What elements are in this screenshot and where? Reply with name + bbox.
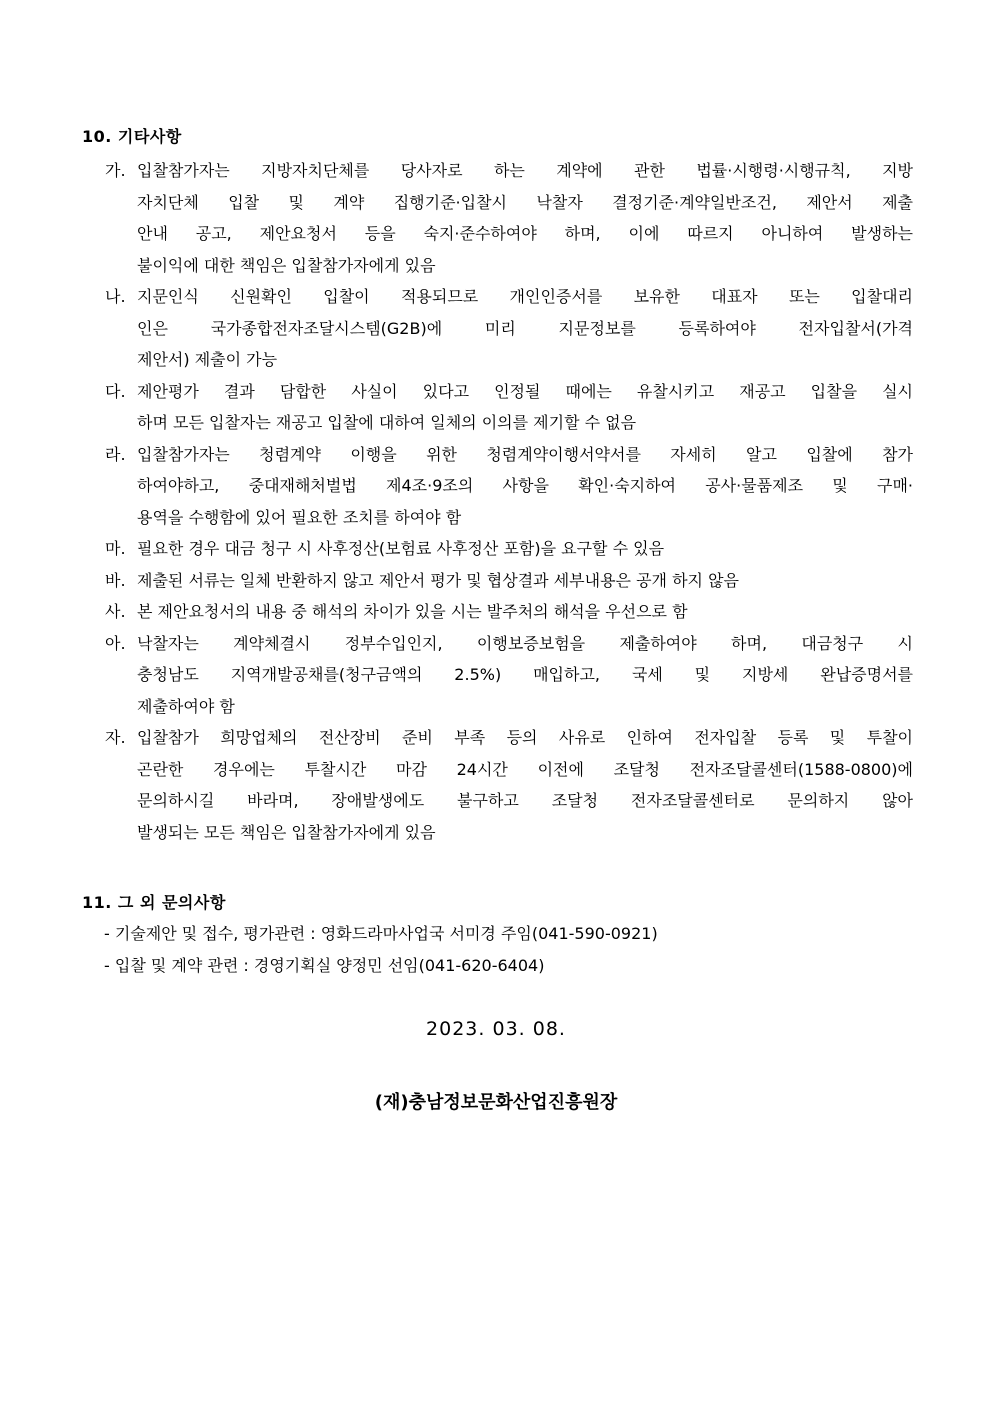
list-item [105, 155, 913, 281]
item-body [137, 533, 913, 565]
item-label: 나. [105, 287, 126, 306]
list-item [105, 533, 913, 565]
item-line: 충청남도 지역개발공채를(청구금액의 2.5%) 매입하고, 국세 및 지방세 완납증명서를 [137, 665, 913, 684]
item-body [137, 281, 913, 376]
item-body [137, 376, 913, 439]
item-label: 사. [105, 602, 126, 621]
item-line: 하며 모든 입찰자는 재공고 입찰에 대하여 일체의 이의를 제기할 수 없음 [137, 413, 637, 432]
item-label: 마. [105, 539, 126, 558]
list-item [105, 376, 913, 439]
item-line: 입찰참가 희망업체의 전산장비 준비 부족 등의 사유로 인하여 전자입찰 등록 및 투찰이 [137, 728, 913, 747]
item-body [137, 722, 913, 848]
item-line: 본 제안요청서의 내용 중 해석의 차이가 있을 시는 발주처의 해석을 우선으로 함 [137, 602, 688, 621]
item-body [137, 155, 913, 281]
list-item [105, 628, 913, 723]
list-item [105, 439, 913, 534]
section-11-heading: 11. 그 외 문의사항 [82, 893, 226, 912]
section-11-contact-list [104, 918, 864, 982]
item-label: 라. [105, 444, 126, 464]
item-label: 자. [105, 728, 126, 747]
item-line: 지문인식 신원확인 입찰이 적용되므로 개인인증서를 보유한 대표자 또는 입찰대리 [137, 287, 913, 306]
item-label: 가. [105, 161, 126, 180]
item-line: 인은 국가종합전자조달시스템(G2B)에 미리 지문정보를 등록하여야 전자입찰서(가격 [137, 318, 913, 338]
item-line: 안내 공고, 제안요청서 등을 숙지·준수하여야 하며, 이에 따르지 아니하여 발생하는 [137, 224, 913, 243]
list-item [105, 596, 913, 628]
item-line: 제출하여야 함 [137, 696, 235, 716]
item-line: 용역을 수행함에 있어 필요한 조치를 하여야 함 [137, 507, 462, 527]
issuer-name: (재)충남정보문화산업진흥원장 [374, 1092, 618, 1113]
item-label: 바. [105, 570, 126, 590]
item-line: 하여야하고, 중대재해처벌법 제4조·9조의 사항을 확인·숙지하여 공사·물품제조 및 구매· [137, 476, 913, 495]
contact-line: - 기술제안 및 접수, 평가관련 : 영화드라마사업국 서미경 주임(041-590-0921) [104, 924, 658, 943]
item-body [137, 439, 913, 534]
item-label: 다. [105, 381, 126, 401]
item-body [137, 628, 913, 723]
section-10-item-list [105, 155, 913, 848]
item-line: 자치단체 입찰 및 계약 집행기준·입찰시 낙찰자 결정기준·계약일반조건, 제안서 제출 [137, 192, 913, 212]
item-label: 아. [105, 633, 126, 653]
list-item [105, 565, 913, 597]
contact-line: - 입찰 및 계약 관련 : 경영기획실 양정민 선임(041-620-6404) [104, 956, 545, 975]
item-line: 입찰참가자는 지방자치단체를 당사자로 하는 계약에 관한 법률·시행령·시행규칙, 지방 [137, 161, 913, 180]
item-line: 낙찰자는 계약체결시 정부수입인지, 이행보증보험을 제출하여야 하며, 대금청구 시 [137, 633, 913, 653]
item-body [137, 596, 913, 628]
item-body [137, 565, 913, 597]
item-line: 제안평가 결과 담합한 사실이 있다고 인정될 때에는 유찰시키고 재공고 입찰을 실시 [137, 381, 913, 401]
item-line: 곤란한 경우에는 투찰시간 마감 24시간 이전에 조달청 전자조달콜센터(1588-0800)에 [137, 759, 913, 779]
item-line: 필요한 경우 대금 청구 시 사후정산(보험료 사후정산 포함)을 요구할 수 있음 [137, 539, 665, 558]
item-line: 입찰참가자는 청렴계약 이행을 위한 청렴계약이행서약서를 자세히 알고 입찰에 참가 [137, 444, 913, 464]
item-line: 문의하시길 바라며, 장애발생에도 불구하고 조달청 전자조달콜센터로 문의하지 않아 [137, 791, 913, 810]
item-line: 제출된 서류는 일체 반환하지 않고 제안서 평가 및 협상결과 세부내용은 공개 하지 않음 [137, 570, 739, 590]
list-item [105, 722, 913, 848]
document-date: 2023. 03. 08. [426, 1018, 566, 1040]
section-10-heading: 10. 기타사항 [82, 127, 182, 146]
list-item [105, 281, 913, 376]
item-line: 제안서) 제출이 가능 [137, 350, 278, 369]
item-line: 발생되는 모든 책임은 입찰참가자에게 있음 [137, 822, 436, 842]
item-line: 불이익에 대한 책임은 입찰참가자에게 있음 [137, 255, 436, 275]
